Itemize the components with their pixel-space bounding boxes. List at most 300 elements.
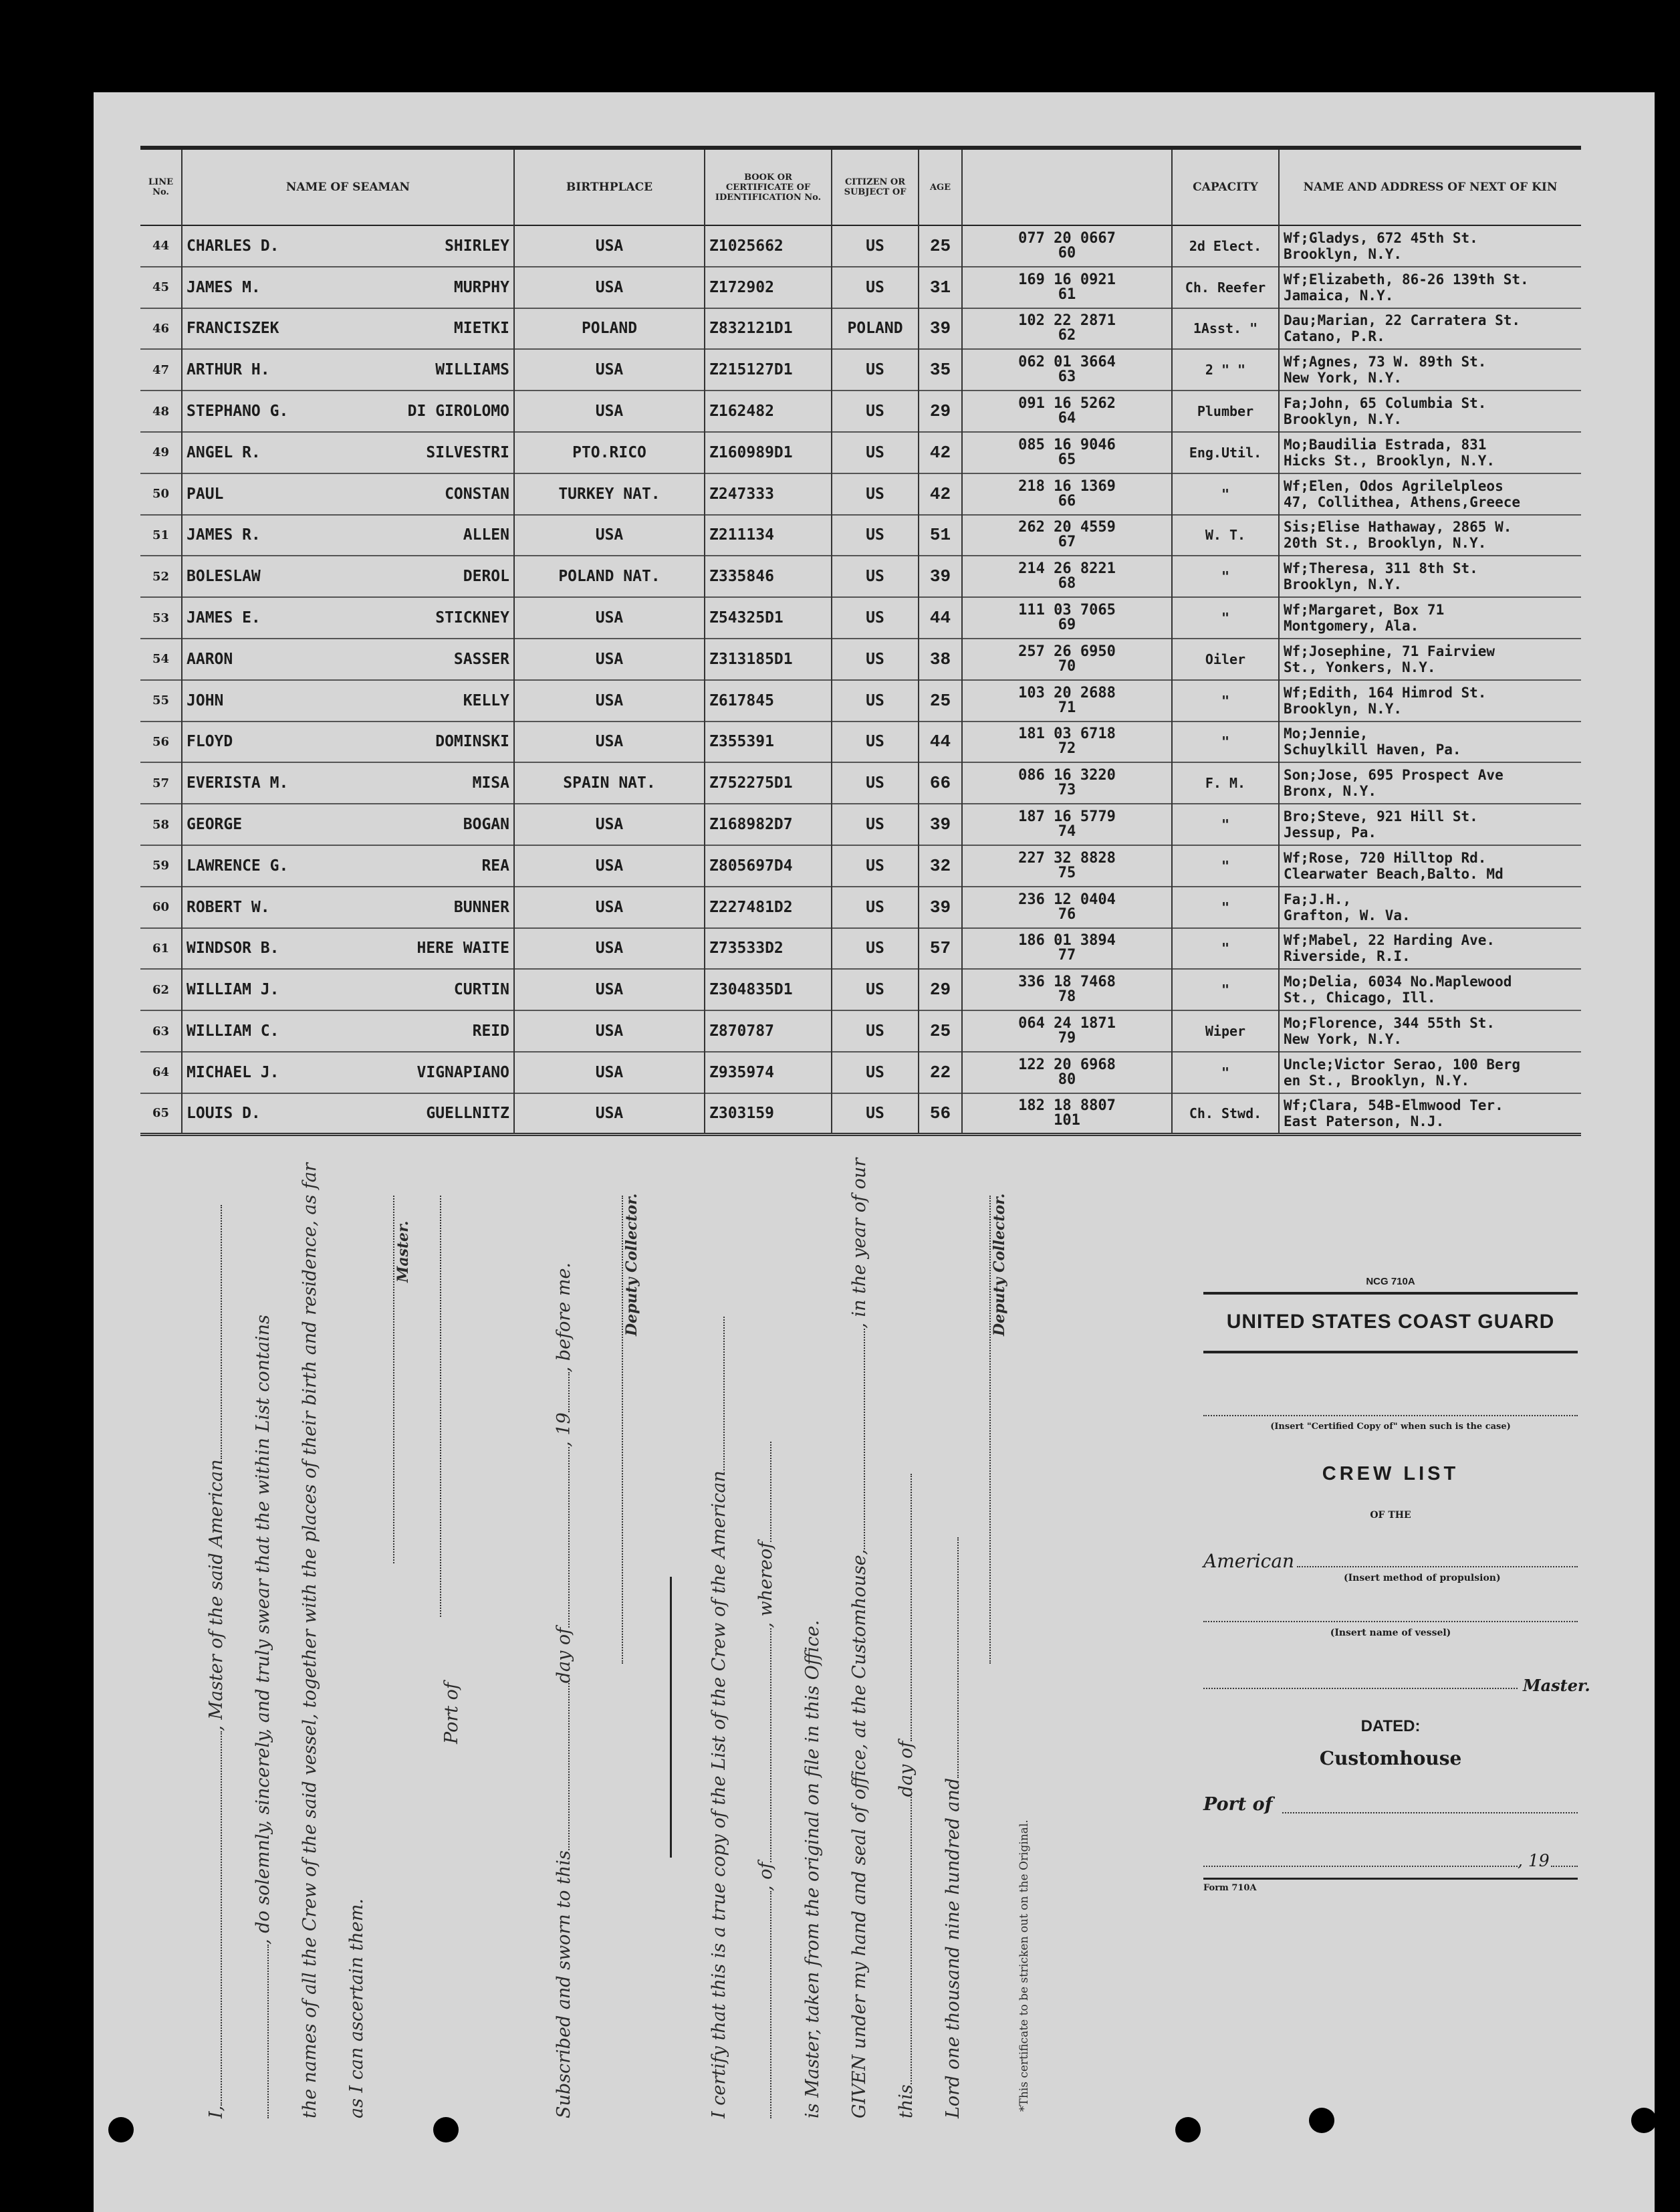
oath-swear: , do solemnly, sincerely, and truly swear that the within List contains: [253, 1315, 273, 1945]
cell-book: Z832121D1: [705, 308, 832, 350]
certify-whereof: , whereof: [755, 1541, 776, 1628]
cell-line-no: 62: [140, 969, 182, 1010]
cell-capacity: Oiler: [1172, 639, 1279, 680]
cell-birthplace: USA: [514, 267, 705, 308]
header-birthplace: BIRTHPLACE: [514, 148, 705, 225]
cell-book: Z752275D1: [705, 762, 832, 804]
cell-birthplace: USA: [514, 225, 705, 267]
cell-number-1: 122 20 6968: [1018, 1056, 1116, 1073]
cell-first-name: STEPHANO G.: [187, 403, 289, 421]
cell-next-of-kin: Wf;Elen, Odos Agrilelpleos 47, Collithea, Athens,Greece: [1284, 477, 1521, 510]
cell-last-name: MIETKI: [453, 320, 509, 338]
cell-line-no: 58: [140, 804, 182, 845]
cell-capacity: ": [1172, 473, 1279, 515]
cell-age: 25: [919, 1010, 962, 1052]
cell-next-of-kin: Mo;Florence, 344 55th St. New York, N.Y.: [1284, 1015, 1495, 1048]
cell-numbers: [962, 225, 1172, 267]
cell-birthplace: USA: [514, 722, 705, 763]
vessel-name-blank: [1203, 1621, 1578, 1622]
cell-line-no: 44: [140, 225, 182, 267]
cell-last-name: MURPHY: [453, 278, 509, 296]
cell-name: [182, 1010, 514, 1052]
subscribed-day-blank: [568, 1683, 570, 1850]
dated-label: DATED:: [1360, 1717, 1421, 1735]
cell-numbers: [962, 887, 1172, 928]
cell-number-1: 169 16 0921: [1018, 271, 1116, 288]
cell-numbers: [962, 804, 1172, 845]
header-name: NAME OF SEAMAN: [182, 148, 514, 225]
cell-book: Z355391: [705, 722, 832, 763]
cell-number-1: 257 26 6950: [1018, 643, 1116, 660]
cell-book: Z313185D1: [705, 639, 832, 680]
table-row: [140, 1010, 1581, 1052]
cell-number-2: 70: [1058, 657, 1076, 675]
crew-rows: [140, 225, 1581, 1135]
cell-name: [182, 680, 514, 722]
cell-line-no: 52: [140, 556, 182, 597]
certify-vessel-blank-2: [770, 1891, 771, 2118]
header-citizen: CITIZEN OR SUBJECT OF: [832, 148, 919, 225]
cell-citizen: US: [832, 556, 919, 597]
certified-copy-blank: [1203, 1415, 1578, 1416]
cell-name: [182, 1052, 514, 1093]
cell-numbers: [962, 762, 1172, 804]
cell-age: 39: [919, 804, 962, 845]
cell-first-name: WINDSOR B.: [187, 939, 279, 958]
master-blank: [1203, 1688, 1518, 1689]
cell-last-name: DI GIROLOMO: [407, 403, 509, 421]
cell-name: [182, 597, 514, 639]
cell-last-name: HERE WAITE: [416, 939, 509, 958]
master-label: Master.: [394, 1220, 412, 1283]
cell-birthplace: USA: [514, 845, 705, 887]
table-row: [140, 1093, 1581, 1135]
cell-first-name: FLOYD: [187, 733, 233, 751]
cell-birthplace: USA: [514, 969, 705, 1010]
cell-book: Z227481D2: [705, 887, 832, 928]
crew-list-sheet: [94, 92, 1655, 2212]
cell-number-2: 79: [1058, 1030, 1076, 1047]
cell-first-name: JAMES M.: [187, 278, 261, 296]
cell-birthplace: USA: [514, 639, 705, 680]
cell-book: Z617845: [705, 680, 832, 722]
cell-capacity: Plumber: [1172, 391, 1279, 432]
cell-number-2: 73: [1058, 782, 1076, 799]
cell-book: Z247333: [705, 473, 832, 515]
cell-first-name: BOLESLAW: [187, 568, 261, 586]
this-text: this: [896, 2084, 917, 2118]
cell-book: Z215127D1: [705, 349, 832, 391]
oath-master-american: , Master of the said American: [206, 1459, 227, 1731]
cell-book: Z162482: [705, 391, 832, 432]
cell-name: [182, 1093, 514, 1135]
cell-numbers: [962, 349, 1172, 391]
deputy-collector-label-1: Deputy Collector.: [623, 1193, 640, 1336]
cell-capacity: ": [1172, 804, 1279, 845]
propulsion-blank: [1297, 1566, 1578, 1567]
cell-first-name: CHARLES D.: [187, 237, 279, 255]
cell-number-1: 336 18 7468: [1018, 974, 1116, 991]
cell-first-name: LAWRENCE G.: [187, 857, 289, 875]
cell-first-name: ROBERT W.: [187, 898, 270, 916]
cell-age: 29: [919, 969, 962, 1010]
cell-line-no: 59: [140, 845, 182, 887]
cell-age: 44: [919, 597, 962, 639]
cell-age: 66: [919, 762, 962, 804]
cell-first-name: PAUL: [187, 485, 224, 503]
deputy-collector-label-2: Deputy Collector.: [991, 1193, 1008, 1336]
form-rule-bottom: [1203, 1351, 1578, 1353]
given-line: [849, 1158, 870, 2118]
cell-citizen: US: [832, 225, 919, 267]
of-the-label: OF THE: [1370, 1510, 1411, 1521]
cell-age: 56: [919, 1093, 962, 1135]
table-row: [140, 349, 1581, 391]
cell-capacity: Ch. Reefer: [1172, 267, 1279, 308]
port-blank: [440, 1196, 441, 1617]
cell-next-of-kin: Son;Jose, 695 Prospect Ave Bronx, N.Y.: [1284, 767, 1504, 800]
cell-line-no: 57: [140, 762, 182, 804]
this-month-blank: [911, 1474, 912, 1741]
cell-number-1: 186 01 3894: [1018, 932, 1116, 950]
cell-capacity: Wiper: [1172, 1010, 1279, 1052]
cell-line-no: 51: [140, 515, 182, 556]
table-row: [140, 887, 1581, 928]
cell-number-2: 76: [1058, 905, 1076, 923]
form-code: NCG 710A: [1366, 1276, 1415, 1287]
cell-book: Z303159: [705, 1093, 832, 1135]
cell-age: 35: [919, 349, 962, 391]
cell-numbers: [962, 928, 1172, 970]
cell-birthplace: POLAND: [514, 308, 705, 350]
cell-birthplace: USA: [514, 1010, 705, 1052]
given-year-of-our: , in the year of our: [849, 1157, 870, 1329]
cell-last-name: WILLIAMS: [435, 361, 509, 379]
cell-next-of-kin: Sis;Elise Hathaway, 2865 W. 20th St., Brooklyn, N.Y.: [1284, 519, 1512, 552]
cell-next-of-kin: Mo;Baudilia Estrada, 831 Hicks St., Brooklyn, N.Y.: [1284, 436, 1495, 469]
cell-line-no: 46: [140, 308, 182, 350]
crew-table: [140, 146, 1581, 1136]
cell-citizen: US: [832, 762, 919, 804]
master-name-blank: [221, 1731, 222, 2106]
form-rule-footer: [1203, 1878, 1578, 1880]
lord-line: [943, 1537, 963, 2118]
cell-numbers: [962, 1052, 1172, 1093]
cell-next-of-kin: Wf;Gladys, 672 45th St. Brooklyn, N.Y.: [1284, 229, 1478, 262]
cell-next-of-kin: Wf;Mabel, 22 Harding Ave. Riverside, R.I.: [1284, 932, 1495, 965]
cell-age: 42: [919, 432, 962, 473]
certify-of: , of: [755, 1862, 776, 1891]
cell-citizen: POLAND: [832, 308, 919, 350]
cell-line-no: 65: [140, 1093, 182, 1135]
vessel-blank-1: [221, 1205, 222, 1459]
subscribed-year: , 19: [554, 1412, 574, 1447]
cell-capacity: ": [1172, 1052, 1279, 1093]
certify-of-line: [755, 1442, 776, 2118]
cell-line-no: 50: [140, 473, 182, 515]
table-row: [140, 1052, 1581, 1093]
cell-birthplace: USA: [514, 515, 705, 556]
cell-birthplace: USA: [514, 1093, 705, 1135]
cell-birthplace: USA: [514, 597, 705, 639]
cell-number-2: 68: [1058, 575, 1076, 592]
cell-capacity: ": [1172, 969, 1279, 1010]
cell-name: [182, 473, 514, 515]
cell-citizen: US: [832, 349, 919, 391]
cell-numbers: [962, 432, 1172, 473]
cell-birthplace: TURKEY NAT.: [514, 473, 705, 515]
form-rule-top: [1203, 1292, 1578, 1295]
subscribed-line: [554, 1262, 574, 2118]
cell-next-of-kin: Wf;Elizabeth, 86-26 139th St. Jamaica, N.Y.: [1284, 271, 1529, 304]
cell-line-no: 53: [140, 597, 182, 639]
cell-first-name: JOHN: [187, 691, 224, 709]
cell-numbers: [962, 556, 1172, 597]
oath-line-4: as I can ascertain them.: [346, 1898, 367, 2118]
cell-name: [182, 515, 514, 556]
cell-citizen: US: [832, 515, 919, 556]
cell-next-of-kin: Mo;Delia, 6034 No.Maplewood St., Chicago, Ill.: [1284, 974, 1512, 1006]
cell-number-1: 218 16 1369: [1018, 477, 1116, 495]
cell-numbers: [962, 1093, 1172, 1135]
cell-capacity: F. M.: [1172, 762, 1279, 804]
cell-line-no: 64: [140, 1052, 182, 1093]
cell-name: [182, 887, 514, 928]
cell-capacity: ": [1172, 845, 1279, 887]
cell-age: 51: [919, 515, 962, 556]
cell-first-name: GEORGE: [187, 816, 243, 834]
cell-citizen: US: [832, 639, 919, 680]
this-day-line: [896, 1474, 917, 2118]
american-label: American: [1203, 1550, 1295, 1572]
cell-next-of-kin: Bro;Steve, 921 Hill St. Jessup, Pa.: [1284, 808, 1478, 841]
cell-last-name: REID: [472, 1022, 509, 1040]
cell-number-1: 064 24 1871: [1018, 1015, 1116, 1032]
cell-number-1: 102 22 2871: [1018, 312, 1116, 330]
cell-number-2: 66: [1058, 492, 1076, 510]
insert-vessel-note: (Insert name of vessel): [1330, 1628, 1451, 1638]
cell-number-1: 214 26 8221: [1018, 560, 1116, 578]
table-row: [140, 762, 1581, 804]
cell-birthplace: USA: [514, 887, 705, 928]
cell-numbers: [962, 680, 1172, 722]
cell-first-name: AARON: [187, 650, 233, 668]
cell-age: 39: [919, 308, 962, 350]
cell-last-name: KELLY: [463, 691, 509, 709]
cell-first-name: ARTHUR H.: [187, 361, 270, 379]
cell-number-2: 60: [1058, 244, 1076, 261]
form-date-blank: [1203, 1866, 1518, 1867]
table-row: [140, 473, 1581, 515]
cell-name: [182, 804, 514, 845]
crew-list-title: CREW LIST: [1322, 1463, 1459, 1484]
cell-first-name: WILLIAM J.: [187, 981, 279, 999]
subscribed-before-me: , before me.: [554, 1262, 574, 1373]
cell-capacity: ": [1172, 556, 1279, 597]
cell-age: 25: [919, 225, 962, 267]
cell-citizen: US: [832, 680, 919, 722]
cell-numbers: [962, 473, 1172, 515]
table-row: [140, 556, 1581, 597]
cell-name: [182, 267, 514, 308]
certify-text: I certify that this is a true copy of the List of the Crew of the American: [709, 1470, 729, 2118]
cell-first-name: MICHAEL J.: [187, 1063, 279, 1081]
cell-number-2: 80: [1058, 1071, 1076, 1088]
cell-last-name: BUNNER: [453, 898, 509, 916]
table-row: [140, 722, 1581, 763]
cell-first-name: JAMES R.: [187, 526, 261, 544]
cell-book: Z172902: [705, 267, 832, 308]
port-of-label: Port of: [441, 1682, 462, 1744]
cell-next-of-kin: Fa;John, 65 Columbia St. Brooklyn, N.Y.: [1284, 395, 1487, 428]
table-row: [140, 928, 1581, 970]
cell-numbers: [962, 845, 1172, 887]
cell-numbers: [962, 515, 1172, 556]
cell-number-2: 61: [1058, 286, 1076, 303]
table-row: [140, 267, 1581, 308]
cell-last-name: GUELLNITZ: [426, 1104, 509, 1122]
oath-line-2: [253, 1315, 273, 2118]
punch-hole: [1175, 2117, 1201, 2142]
cell-book: Z160989D1: [705, 432, 832, 473]
cell-first-name: JAMES E.: [187, 609, 261, 627]
cell-number-2: 65: [1058, 451, 1076, 468]
cell-first-name: EVERISTA M.: [187, 774, 289, 792]
cell-next-of-kin: Wf;Rose, 720 Hilltop Rd. Clearwater Beach,Balto. Md: [1284, 849, 1504, 882]
vessel-blank-2: [267, 1945, 269, 2118]
cell-capacity: ": [1172, 680, 1279, 722]
cell-birthplace: USA: [514, 680, 705, 722]
cell-birthplace: USA: [514, 928, 705, 970]
cell-number-1: 111 03 7065: [1018, 602, 1116, 619]
cell-number-2: 62: [1058, 327, 1076, 344]
cell-line-no: 56: [140, 722, 182, 763]
cell-numbers: [962, 308, 1172, 350]
cell-citizen: US: [832, 928, 919, 970]
cell-last-name: SASSER: [453, 650, 509, 668]
cell-number-1: 227 32 8828: [1018, 849, 1116, 867]
cell-next-of-kin: Dau;Marian, 22 Carratera St. Catano, P.R.: [1284, 312, 1521, 345]
cell-number-2: 69: [1058, 617, 1076, 634]
subscribed-month-blank: [568, 1447, 570, 1628]
cell-birthplace: PTO.RICO: [514, 432, 705, 473]
subscribed-text: Subscribed and sworn to this: [554, 1850, 574, 2118]
cell-citizen: US: [832, 969, 919, 1010]
cell-name: [182, 928, 514, 970]
cell-capacity: ": [1172, 597, 1279, 639]
cell-citizen: US: [832, 473, 919, 515]
cell-first-name: WILLIAM C.: [187, 1022, 279, 1040]
lord-text: Lord one thousand nine hundred and: [943, 1777, 963, 2118]
agency-title: UNITED STATES COAST GUARD: [1226, 1311, 1555, 1333]
cell-age: 22: [919, 1052, 962, 1093]
punch-hole: [1631, 2108, 1655, 2133]
cell-number-2: 64: [1058, 410, 1076, 427]
cell-age: 38: [919, 639, 962, 680]
cell-citizen: US: [832, 845, 919, 887]
punch-hole: [433, 2117, 459, 2142]
cell-capacity: Ch. Stwd.: [1172, 1093, 1279, 1135]
table-header-row: [140, 148, 1581, 225]
cell-line-no: 55: [140, 680, 182, 722]
cell-number-1: 182 18 8807: [1018, 1097, 1116, 1114]
cell-next-of-kin: Wf;Margaret, Box 71 Montgomery, Ala.: [1284, 602, 1445, 635]
cell-number-2: 74: [1058, 823, 1076, 841]
this-day-blank: [911, 1797, 912, 2084]
cell-last-name: MISA: [472, 774, 509, 792]
cell-last-name: REA: [481, 857, 509, 875]
certify-vessel-blank: [723, 1317, 725, 1470]
cell-last-name: ALLEN: [463, 526, 509, 544]
cell-next-of-kin: Uncle;Victor Serao, 100 Berg en St., Brooklyn, N.Y.: [1284, 1056, 1521, 1089]
cell-age: 29: [919, 391, 962, 432]
cell-numbers: [962, 722, 1172, 763]
cell-age: 57: [919, 928, 962, 970]
cell-next-of-kin: Wf;Theresa, 311 8th St. Brooklyn, N.Y.: [1284, 560, 1478, 593]
cell-book: Z870787: [705, 1010, 832, 1052]
cell-number-2: 72: [1058, 740, 1076, 758]
cell-number-2: 67: [1058, 534, 1076, 551]
cell-number-1: 103 20 2688: [1018, 684, 1116, 701]
table-row: [140, 804, 1581, 845]
certify-port-blank: [770, 1628, 771, 1862]
cell-birthplace: USA: [514, 349, 705, 391]
cell-age: 31: [919, 267, 962, 308]
table-row: [140, 515, 1581, 556]
cell-number-1: 236 12 0404: [1018, 891, 1116, 908]
form-year-blank: [1551, 1866, 1578, 1867]
insert-certified-note: (Insert "Certified Copy of" when such is the case): [1270, 1422, 1511, 1432]
cell-number-1: 181 03 6718: [1018, 726, 1116, 743]
cell-birthplace: USA: [514, 391, 705, 432]
certify-line: [709, 1317, 729, 2118]
cell-number-1: 187 16 5779: [1018, 808, 1116, 826]
subscribed-day-of: day of: [554, 1627, 574, 1684]
cell-age: 42: [919, 473, 962, 515]
oath-i: I,: [206, 2105, 227, 2118]
cell-age: 39: [919, 887, 962, 928]
cell-birthplace: USA: [514, 804, 705, 845]
header-blank: [962, 148, 1172, 225]
cell-citizen: US: [832, 1010, 919, 1052]
customhouse-label: Customhouse: [1319, 1747, 1462, 1769]
cell-last-name: DOMINSKI: [435, 733, 509, 751]
cell-line-no: 54: [140, 639, 182, 680]
cell-age: 25: [919, 680, 962, 722]
cell-first-name: FRANCISZEK: [187, 320, 279, 338]
cell-number-2: 75: [1058, 864, 1076, 881]
cell-next-of-kin: Wf;Clara, 54B-Elmwood Ter. East Paterson, N.J.: [1284, 1097, 1504, 1129]
punch-hole: [1309, 2108, 1334, 2133]
footnote: *This certificate to be stricken out on the Original.: [1017, 1819, 1031, 2112]
cell-next-of-kin: Wf;Edith, 164 Himrod St. Brooklyn, N.Y.: [1284, 684, 1487, 717]
separator-line: [670, 1577, 672, 1858]
cell-citizen: US: [832, 1052, 919, 1093]
cell-last-name: BOGAN: [463, 816, 509, 834]
cell-capacity: W. T.: [1172, 515, 1279, 556]
cell-numbers: [962, 391, 1172, 432]
cell-line-no: 63: [140, 1010, 182, 1052]
cell-citizen: US: [832, 1093, 919, 1135]
header-capacity: CAPACITY: [1172, 148, 1279, 225]
cell-name: [182, 762, 514, 804]
header-kin: NAME AND ADDRESS OF NEXT OF KIN: [1303, 181, 1558, 194]
cell-book: Z211134: [705, 515, 832, 556]
table-row: [140, 308, 1581, 350]
cell-name: [182, 556, 514, 597]
cell-birthplace: USA: [514, 1052, 705, 1093]
cell-last-name: SHIRLEY: [445, 237, 509, 255]
